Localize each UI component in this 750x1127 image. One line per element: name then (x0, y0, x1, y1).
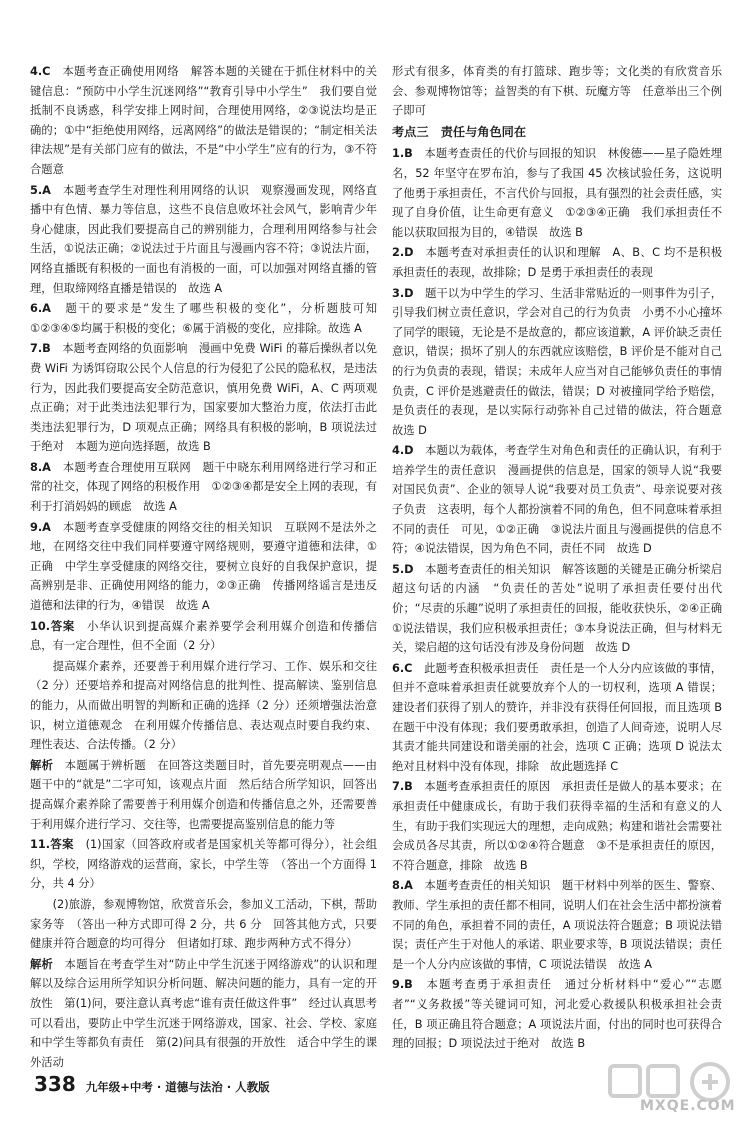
answer-text: 本题以为载体，考查学生对角色和责任的正确认识，有利于培养学生的责任意识 漫画提供的信息是，国家的领导人说“我要对国民负责”、企业的领导人说“我要对员工负责”、母亲说要对孩子负责 这表明，每个人都扮演着不同的角色，但不同意味着承担不同的责任 可见，①②正确 ③说法片面且与漫画提供的信息不符；④说法错误，因为角色不同，责任不同 故选 D (392, 444, 722, 556)
left-column (30, 62, 377, 1073)
answer-number: 9.A (30, 520, 51, 534)
page-number: 338 (34, 1072, 76, 1096)
answer-text: 本题旨在考查学生对“防止中学生沉迷于网络游戏”的认识和理解以及综合运用所学知识分析问题、解决问题的能力，具有一定的开放性 第(1)问，要注意认真考虑“谁有责任做这件事” 经过认真思考可以看出，要防止中学生沉迷于网络游戏，国家、社会、学校、家庭和中学生等都负有责任 第(2)问具有很强的开放性 适合中学生的课外活动 (30, 957, 377, 1069)
answer-number: 5.D (392, 562, 414, 576)
answer-number: 8.A (30, 460, 51, 474)
section-heading: 考点三 责任与角色同在 (392, 124, 527, 139)
answer-item (30, 458, 377, 517)
answer-text: 此题考查积极承担责任 责任是一个人分内应该做的事情，但并不意味着承担责任就要放弃个人的一切权利，选项 A 错误；建设者们获得了别人的赞许，并非没有获得任何回报，而且选项 B 在题干中没有体现；我们要勇敢承担，创造了人间奇迹，说明人尽其责才能共同建设和谐美丽的社会，选项 C 正确；选项 D 说法太绝对且材料中没有体现，排除 故此题选择 C (392, 661, 722, 773)
answer-item (30, 895, 377, 954)
answer-number: 7.B (30, 342, 51, 356)
answer-number: 9.B (392, 978, 413, 992)
answer-number: 2.D (392, 246, 414, 260)
answer-item (392, 284, 734, 441)
right-column (392, 62, 734, 1055)
answer-text: 本题考查合理使用互联网 题干中晓东利用网络进行学习和正常的社交，体现了网络的积极作用 ①②③④都是安全上网的表现，有利于打消妈妈的顾虑 故选 A (30, 460, 377, 514)
answer-number: 4.C (30, 65, 51, 78)
answer-number: 6.C (392, 661, 413, 675)
answer-item (30, 617, 377, 656)
answer-number: 解析 (30, 957, 54, 971)
answer-text: 提高媒介素养，还要善于利用媒介进行学习、工作、娱乐和交往（2 分）还要培养和提高对网络信息的批判性、提高解读、鉴别信息的能力，从而做出明智的判断和正确的选择（2 分）还须增强法治意识，树立道德观念 在利用媒介传播信息、表达观点时要自我约束、理性表达、合法传播。（2 分） (30, 659, 377, 752)
answer-text: 本题考查正确使用网络 解答本题的关键在于抓住材料中的关键信息：“预防中小学生沉迷网络”“教育引导中小学生” 我们要自觉抵制不良诱惑，科学安排上网时间，合理使用网络，②③说法均是正确的；①中“拒绝使用网络，远离网络”的做法是错误的；“制定相关法律法规”是有关部门应有的做法，不是“中小学生”应有的行为，③不符合题意 (30, 65, 377, 176)
right-column-items (392, 144, 734, 1053)
answer-item (30, 657, 377, 755)
answer-number: 5.A (30, 183, 51, 197)
answer-number: 7.B (392, 780, 413, 794)
answer-text: 本题考查享受健康的网络交往的相关知识 互联网不是法外之地，在网络交往中我们同样要遵守网络规则，要遵守道德和法律，①正确 中学生享受健康的网络交往，要树立良好的自我保护意识，提高辨别是非、正确使用网络的能力，②③正确 传播网络谣言是违反道德和法律的行为，④错误 故选 A (30, 520, 377, 613)
answer-text: (1)国家（回答政府或者是国家机关等都可得分），社会组织，学校，网络游戏的运营商，家长，中学生等 （答出一个方面得 1 分，共 4 分） (30, 838, 378, 891)
watermark-text: MXQE.COM (640, 1098, 736, 1114)
answer-item (392, 659, 722, 777)
answer-number: 1.B (392, 147, 413, 161)
answer-text: 题干的要求是“发生了哪些积极的变化”，分析题肢可知①②③④⑤均属于积极的变化；⑥属于消极的变化，应排除。故选 A (30, 302, 377, 335)
answer-text: (2)旅游，参观博物馆，欣赏音乐会，参加义工活动，下棋，帮助家务等 （答出一种方式即可得 2 分，共 6 分 回答其他方式，只要健康并符合题意的均可得分 但诸如打球、跑步两种方式不得分） (30, 897, 377, 951)
answer-number: 4.D (392, 444, 414, 458)
answer-text: 本题考查承担责任的原因 承担责任是做人的基本要求；在承担责任中健康成长，有助于我们获得幸福的生活和有意义的人生，有助于我们实现远大的理想，走向成熟；构建和谐社会需要社会成员各尽其责，所以①②④符合题意 ③不是承担责任的原因，不符合题意，排除 故选 B (392, 780, 722, 872)
answer-item (30, 955, 377, 1073)
answer-number: 3.D (392, 286, 414, 300)
answer-number: 解析 (30, 758, 54, 772)
answer-item (30, 339, 377, 457)
answer-number: 10.答案 (30, 619, 76, 633)
answer-text: 小华认识到提高媒介素养要学会利用媒介创造和传播信息，有一定合理性，但不全面（2 分） (30, 619, 377, 653)
answer-text: 本题考查学生对理性利用网络的认识 观察漫画发现，网络直播中有色情、暴力等信息，这些不良信息败坏社会风气，影响青少年身心健康，因此我们要提高自己的辨别能力，合理利用网络参与社会生活，①说法正确；②说法过于片面且与漫画内容不符；③说法片面，网络直播既有积极的一面也有消极的一面，可以加强对网络直播的管理，但取缔网络直播是错误的 故选 A (30, 183, 377, 295)
answer-number: 11.答案 (30, 838, 74, 852)
right-column-lead-text (392, 62, 722, 121)
book-title: 九年级+中考 · 道德与法治 · 人教版 (85, 1080, 270, 1094)
answer-text: 本题考查对承担责任的认识和理解 A、B、C 均不是积极承担责任的表现，故排除；D 是勇于承担责任的表现 (392, 246, 722, 279)
answer-text: 本题考查责任的相关知识 题干材料中列举的医生、警察、教师、学生承担的责任都不相同，说明人们在社会生活中都扮演着不同的角色，承担着不同的责任，A 项说法符合题意；B 项说法错误；责任产生于对他人的承诺、职业要求等，B 项说法错误；责任是一个人分内应该做的事情，C 项说法错误 故选 A (392, 879, 722, 971)
answer-text: 本题考查责任的相关知识 解答该题的关键是正确分析梁启超这句话的内涵 “负责任的苦处”说明了承担责任要付出代价；“尽责的乐趣”说明了承担责任的回报，能收获快乐，②④正确 ①说法错误，我们应积极承担责任；③本身说法正确，但与材料无关，梁启超的这句话没有涉及身份问题 故选 D (392, 562, 734, 655)
answer-text: 本题考查责任的代价与回报的知识 林俊德——星子隐姓埋名，52 年坚守在罗布泊，参与了我国 45 次核试验任务，这说明了他勇于承担责任，不言代价与回报，具有强烈的社会责任感，实现了自身价值，让生命更有意义 ①②③④正确 我们承担责任不能以获取回报为目的，④错误 故选 B (392, 147, 722, 239)
answer-number: 6.A (30, 302, 51, 316)
answer-text: 本题考查勇于承担责任 通过分析材料中“爱心”“志愿者”“义务救援”等关键词可知，河北爱心救援队积极承担社会责任，B 项正确且符合题意；A 项说法片面，付出的同时也可获得合理的回报；D 项说法过于绝对 故选 B (392, 978, 722, 1051)
answer-item (392, 243, 722, 282)
answer-item (30, 518, 377, 616)
answer-item (30, 62, 377, 180)
answer-text: 本题考查网络的负面影响 漫画中免费 WiFi 的幕后操纵者以免费 WiFi 为诱饵窃取公民个人信息的行为侵犯了公民的隐私权，是违法行为，因此我们要提高安全防范意识，慎用免费 WiFi，A、C 两项观点正确；对于此类违法犯罪行为，国家要加大整治力度，依法打击此类违法犯罪行为，D 项观点正确；网络具有积极的影响，B 项说法过于绝对 本题为逆向选择题，故选 B (30, 342, 377, 454)
lead-paragraph: 形式有很多，体育类的有打篮球、跑步等；文化类的有欣赏音乐会、参观博物馆等；益智类的有下棋、玩魔方等 任意举出三个例子即可 (392, 65, 722, 118)
answer-item (392, 876, 722, 974)
answer-item (392, 560, 734, 658)
answer-item (30, 756, 377, 834)
page-footer (34, 1072, 270, 1096)
answer-text: 题干以为中学生的学习、生活非常贴近的一则事件为引子，引导我们树立责任意识，学会对自己的行为负责 小勇不小心撞坏了同学的眼镜，无论是不是故意的，都应该道歉，A 评价缺乏责任意识，错误；损坏了别人的东西就应该赔偿，B 评价是不能对自己的行为负责的表现，错误；未成年人应当对自己能够负责任的事情负责，C 评价是逃避责任的做法，错误；D 对被撞同学给予赔偿，是负责任的表现，是以实际行动弥补自己过错的做法，符合题意 故选 D (392, 286, 734, 437)
answer-text: 本题属于辨析题 在回答这类题目时，首先要亮明观点——由题干中的“就是”二字可知，该观点片面 然后结合所学知识，回答出提高媒介素养除了需要善于利用媒介创造和传播信息之外，还需要善于利用媒介进行学习、交往等，也需要提高鉴别信息的能力等 (30, 758, 377, 831)
answer-item (392, 441, 722, 559)
answer-item (392, 975, 722, 1053)
answer-number: 8.A (392, 879, 413, 893)
answer-item (392, 777, 722, 875)
answer-item (30, 181, 377, 299)
answer-item (392, 144, 722, 242)
answer-item (30, 299, 377, 338)
answer-item (30, 835, 377, 894)
